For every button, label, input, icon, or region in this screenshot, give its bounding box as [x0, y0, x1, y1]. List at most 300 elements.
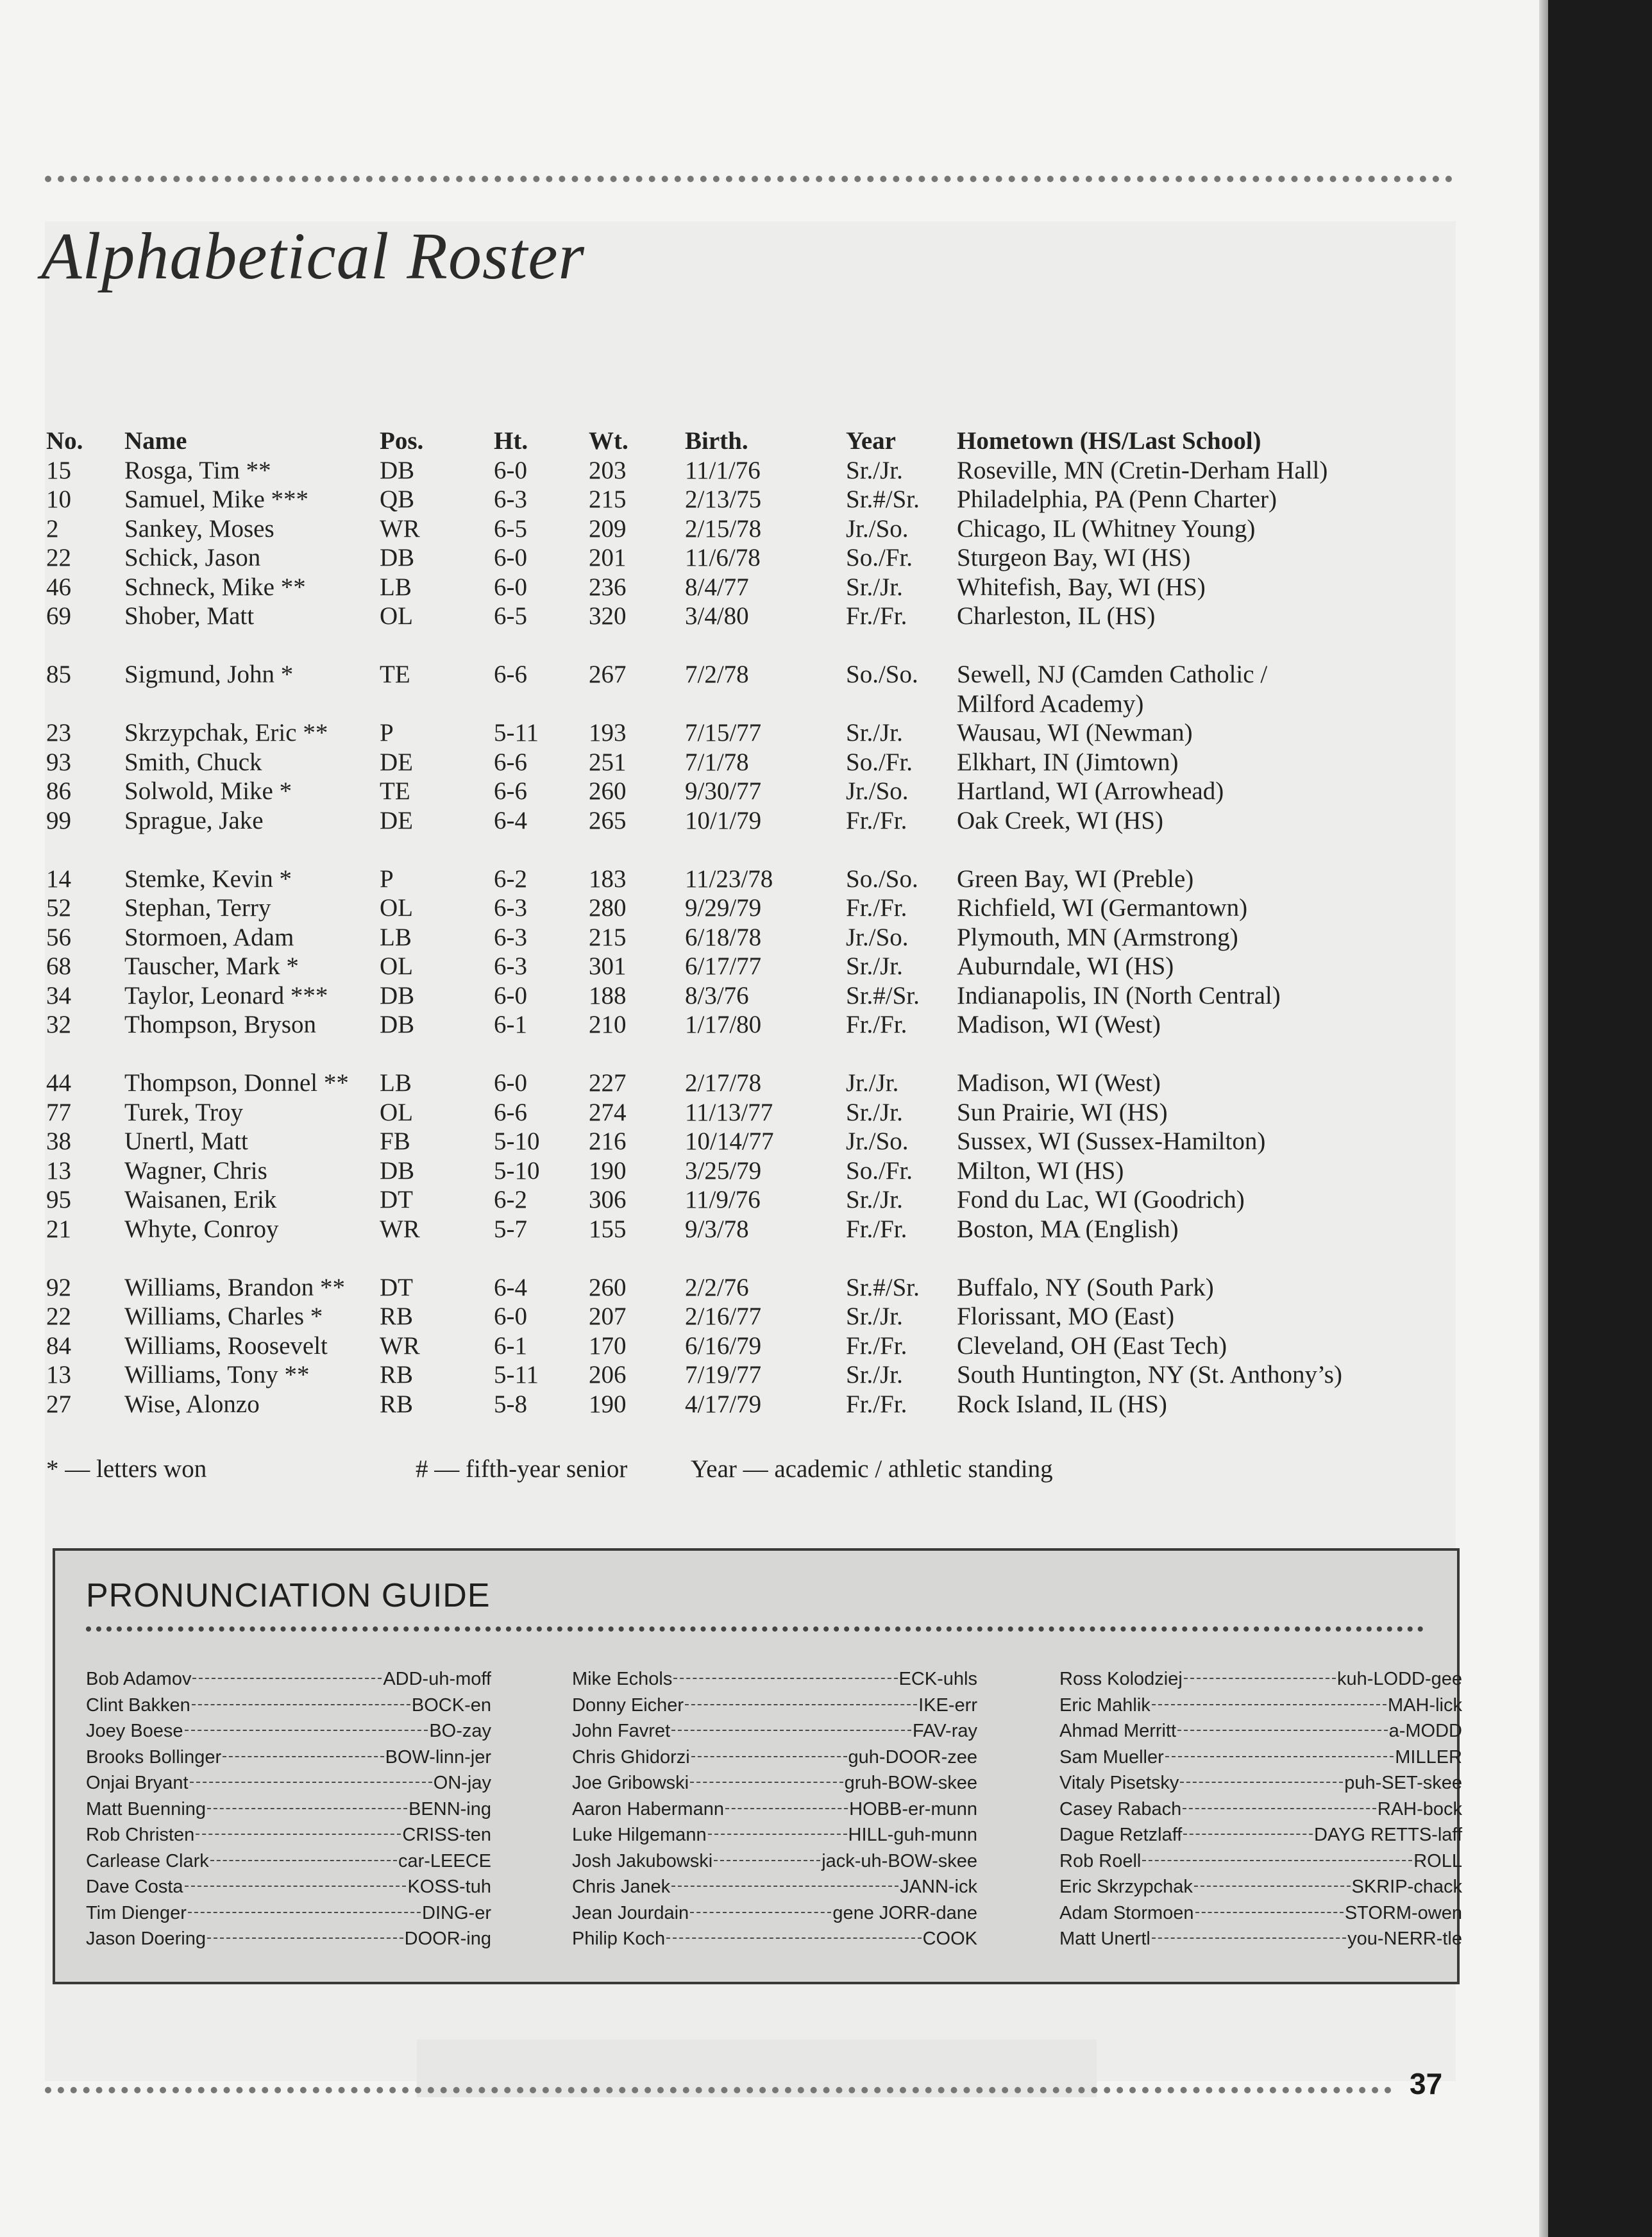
player-birth: 3/4/80 — [685, 602, 749, 630]
pronunciation-name: Philip Koch — [572, 1929, 666, 1949]
player-hometown: Sun Prairie, WI (HS) — [957, 1098, 1168, 1126]
leader-dashes — [190, 1782, 432, 1783]
leader-dashes — [714, 1860, 820, 1861]
player-pos: RB — [380, 1303, 414, 1330]
leader-dashes — [671, 1730, 911, 1731]
player-hometown: Buffalo, NY (South Park) — [957, 1273, 1214, 1301]
player-ht: 6-0 — [494, 1303, 527, 1330]
player-year: Sr.#/Sr. — [846, 485, 920, 513]
roster-row — [46, 981, 1457, 1011]
header-hometown: Hometown (HS/Last School) — [957, 427, 1261, 455]
player-wt: 170 — [589, 1331, 627, 1360]
pronunciation-phonetic: guh-DOOR-zee — [848, 1746, 977, 1768]
player-ht: 5-10 — [494, 1156, 540, 1185]
player-name: Turek, Troy — [124, 1098, 243, 1126]
player-pos: LB — [380, 923, 412, 951]
player-birth: 7/2/78 — [685, 661, 749, 688]
player-name: Samuel, Mike *** — [124, 485, 309, 513]
pronunciation-column-3 — [1059, 1666, 1462, 1952]
pronunciation-phonetic: jack-uh-BOW-skee — [822, 1850, 977, 1871]
pronunciation-name: Carlease Clark — [86, 1850, 209, 1871]
pronunciation-phonetic: SKRIP-chack — [1351, 1877, 1462, 1897]
player-pos: TE — [380, 777, 410, 805]
player-year: Jr./Jr. — [846, 1069, 899, 1097]
player-ht: 6-0 — [494, 544, 527, 571]
player-ht: 6-3 — [494, 923, 527, 951]
pronunciation-name: Onjai Bryant — [86, 1773, 189, 1793]
player-pos: DE — [380, 806, 413, 834]
player-ht: 6-3 — [494, 952, 527, 980]
pronunciation-phonetic: ROLL — [1413, 1850, 1462, 1871]
player-ht: 6-6 — [494, 777, 527, 805]
pronunciation-name: Matt Buenning — [86, 1798, 206, 1819]
player-wt: 207 — [589, 1303, 627, 1330]
player-wt: 265 — [589, 806, 627, 834]
pronunciation-entry — [572, 1822, 977, 1848]
player-year: Jr./So. — [846, 777, 909, 805]
roster-row — [46, 1360, 1457, 1390]
pronunciation-name: Jason Doering — [86, 1929, 206, 1949]
pronunciation-entry — [1059, 1848, 1462, 1875]
player-ht: 5-8 — [494, 1390, 527, 1418]
header-year: Year — [846, 427, 896, 455]
player-no: 34 — [46, 981, 71, 1009]
roster-row — [46, 1010, 1457, 1040]
roster-row — [46, 1098, 1457, 1127]
player-pos: DT — [380, 1273, 413, 1301]
leader-dashes — [185, 1730, 428, 1731]
roster-table — [46, 426, 1457, 1419]
roster-row — [46, 1156, 1457, 1186]
player-ht: 6-5 — [494, 602, 527, 630]
player-no: 92 — [46, 1273, 71, 1301]
player-hometown: Green Bay, WI (Preble) — [957, 865, 1194, 893]
legend-year: Year — academic / athletic standing — [691, 1455, 1053, 1483]
player-ht: 5-11 — [494, 1361, 539, 1389]
player-birth: 2/2/76 — [685, 1273, 749, 1301]
player-hometown-continued: Milford Academy) — [957, 689, 1144, 718]
pronunciation-entry — [1059, 1926, 1462, 1952]
roster-row — [46, 1331, 1457, 1361]
player-year: Fr./Fr. — [846, 1215, 907, 1243]
legend-letters-won: * — letters won — [46, 1455, 207, 1483]
roster-row — [46, 485, 1457, 514]
player-year: Sr./Jr. — [846, 1186, 903, 1213]
player-year: Fr./Fr. — [846, 1331, 907, 1360]
player-no: 84 — [46, 1331, 71, 1360]
player-year: Jr./So. — [846, 923, 909, 951]
leader-dashes — [1152, 1937, 1346, 1939]
pronunciation-column-2 — [572, 1666, 977, 1952]
player-year: Sr./Jr. — [846, 952, 903, 980]
pronunciation-phonetic: HILL-guh-munn — [848, 1825, 977, 1845]
roster-row — [46, 602, 1457, 631]
player-name: Williams, Charles * — [124, 1303, 323, 1330]
player-ht: 6-4 — [494, 806, 527, 834]
player-ht: 6-0 — [494, 456, 527, 484]
pronunciation-entry — [572, 1666, 977, 1693]
player-name: Sankey, Moses — [124, 514, 274, 543]
player-no: 2 — [46, 514, 59, 543]
player-ht: 6-6 — [494, 661, 527, 688]
pronunciation-entry — [86, 1666, 491, 1693]
pronunciation-name: Dague Retzlaff — [1059, 1825, 1183, 1845]
player-hometown: Roseville, MN (Cretin-Derham Hall) — [957, 456, 1328, 484]
player-no: 52 — [46, 894, 71, 922]
player-year: Fr./Fr. — [846, 602, 907, 630]
pronunciation-phonetic: DOOR-ing — [404, 1929, 491, 1949]
leader-dashes — [1165, 1756, 1394, 1757]
leader-dashes — [671, 1886, 898, 1887]
player-no: 13 — [46, 1156, 71, 1185]
player-pos: RB — [380, 1390, 414, 1418]
pronunciation-name: Eric Mahlik — [1059, 1694, 1150, 1716]
player-name: Wagner, Chris — [124, 1156, 267, 1185]
pronunciation-phonetic: ECK-uhls — [898, 1669, 977, 1689]
pronunciation-phonetic: BOW-linn-jer — [385, 1746, 491, 1768]
pronunciation-entry — [1059, 1744, 1462, 1771]
player-year: Sr.#/Sr. — [846, 1273, 920, 1301]
pronunciation-name: Clint Bakken — [86, 1694, 190, 1716]
player-no: 56 — [46, 923, 71, 951]
pronunciation-entry — [1059, 1718, 1462, 1744]
player-wt: 215 — [589, 485, 627, 513]
player-hometown: Cleveland, OH (East Tech) — [957, 1331, 1227, 1360]
pronunciation-name: Josh Jakubowski — [572, 1850, 713, 1871]
pronunciation-entry — [572, 1770, 977, 1796]
player-name: Stephan, Terry — [124, 894, 271, 922]
player-birth: 6/17/77 — [685, 952, 762, 980]
pronunciation-name: Chris Janek — [572, 1877, 671, 1897]
player-hometown: Sewell, NJ (Camden Catholic / — [957, 661, 1268, 688]
player-ht: 6-5 — [494, 514, 527, 543]
player-hometown: Madison, WI (West) — [957, 1011, 1161, 1038]
pronunciation-phonetic: a-MODD — [1388, 1721, 1462, 1741]
pronunciation-guide-title: PRONUNCIATION GUIDE — [86, 1577, 491, 1614]
player-pos: QB — [380, 485, 415, 513]
pronunciation-phonetic: IKE-err — [918, 1694, 977, 1716]
player-hometown: Fond du Lac, WI (Goodrich) — [957, 1186, 1245, 1213]
roster-row — [46, 573, 1457, 602]
player-wt: 267 — [589, 661, 627, 688]
player-pos: DE — [380, 748, 413, 776]
player-year: Sr./Jr. — [846, 719, 903, 747]
player-pos: OL — [380, 952, 413, 980]
header-pos: Pos. — [380, 427, 424, 455]
pronunciation-name: Joey Boese — [86, 1721, 183, 1741]
pronunciation-entry — [1059, 1822, 1462, 1848]
player-wt: 190 — [589, 1390, 627, 1418]
leader-dashes — [685, 1704, 917, 1705]
player-no: 15 — [46, 456, 71, 484]
player-ht: 6-1 — [494, 1011, 527, 1038]
player-year: Fr./Fr. — [846, 894, 907, 922]
player-birth: 7/1/78 — [685, 748, 749, 776]
roster-row — [46, 952, 1457, 981]
player-year: Sr.#/Sr. — [846, 981, 920, 1009]
player-year: So./So. — [846, 865, 918, 893]
pronunciation-name: Ahmad Merritt — [1059, 1721, 1177, 1741]
player-year: Fr./Fr. — [846, 1011, 907, 1038]
top-dotted-rule — [45, 176, 1453, 182]
player-pos: WR — [380, 1331, 420, 1360]
player-wt: 320 — [589, 602, 627, 630]
player-no: 93 — [46, 748, 71, 776]
player-name: Williams, Brandon ** — [124, 1273, 345, 1301]
leader-dashes — [192, 1678, 382, 1679]
player-hometown: Philadelphia, PA (Penn Charter) — [957, 485, 1277, 513]
player-no: 23 — [46, 719, 71, 747]
pronunciation-phonetic: HOBB-er-munn — [849, 1798, 977, 1819]
player-hometown: Boston, MA (English) — [957, 1215, 1179, 1243]
pronunciation-phonetic: BENN-ing — [409, 1798, 491, 1819]
pronunciation-name: Rob Roell — [1059, 1850, 1142, 1871]
leader-dashes — [690, 1912, 831, 1913]
player-ht: 5-11 — [494, 719, 539, 747]
leader-dashes — [207, 1937, 403, 1939]
pronunciation-entry — [1059, 1693, 1462, 1719]
player-pos: P — [380, 719, 394, 747]
pronunciation-phonetic: ON-jay — [433, 1773, 491, 1793]
pronunciation-name: Eric Skrzypchak — [1059, 1877, 1193, 1897]
pronunciation-entry — [86, 1874, 491, 1900]
player-name: Schneck, Mike ** — [124, 573, 306, 601]
pronunciation-entry — [86, 1796, 491, 1823]
leader-dashes — [207, 1808, 407, 1809]
leader-dashes — [188, 1912, 421, 1913]
player-ht: 5-10 — [494, 1127, 540, 1155]
leader-dashes — [1183, 1834, 1313, 1835]
leader-dashes — [691, 1756, 847, 1757]
roster-row — [46, 718, 1457, 748]
player-name: Stormoen, Adam — [124, 923, 294, 951]
pronunciation-phonetic: FAV-ray — [913, 1721, 977, 1741]
header-no: No. — [46, 427, 83, 455]
player-hometown: Florissant, MO (East) — [957, 1303, 1175, 1330]
player-birth: 9/29/79 — [685, 894, 762, 922]
player-birth: 8/3/76 — [685, 981, 749, 1009]
player-pos: LB — [380, 1069, 412, 1097]
player-ht: 6-4 — [494, 1273, 527, 1301]
pronunciation-name: Donny Eicher — [572, 1694, 684, 1716]
player-year: So./Fr. — [846, 1156, 913, 1185]
page-title: Alphabetical Roster — [41, 219, 585, 293]
roster-header-row — [46, 426, 1457, 456]
leader-dashes — [1183, 1808, 1376, 1809]
pronunciation-phonetic: STORM-owen — [1344, 1902, 1462, 1923]
player-birth: 8/4/77 — [685, 573, 749, 601]
player-ht: 6-0 — [494, 1069, 527, 1097]
player-wt: 227 — [589, 1069, 627, 1097]
pronunciation-entry — [1059, 1666, 1462, 1693]
player-birth: 3/25/79 — [685, 1156, 762, 1185]
player-hometown: Richfield, WI (Germantown) — [957, 894, 1248, 922]
player-birth: 1/17/80 — [685, 1011, 762, 1038]
player-year: So./Fr. — [846, 748, 913, 776]
player-name: Whyte, Conroy — [124, 1215, 279, 1243]
player-birth: 7/15/77 — [685, 719, 762, 747]
player-pos: WR — [380, 1215, 420, 1243]
pronunciation-phonetic: car-LEECE — [398, 1850, 491, 1871]
player-wt: 206 — [589, 1361, 627, 1389]
player-wt: 201 — [589, 544, 627, 571]
player-pos: DB — [380, 456, 415, 484]
player-pos: P — [380, 865, 394, 893]
player-pos: DB — [380, 1156, 415, 1185]
leader-dashes — [673, 1678, 897, 1679]
leader-dashes — [666, 1937, 922, 1939]
player-birth: 2/17/78 — [685, 1069, 762, 1097]
pronunciation-entry — [86, 1744, 491, 1771]
roster-row — [46, 1127, 1457, 1156]
pronunciation-phonetic: DING-er — [422, 1902, 491, 1923]
pronunciation-name: Matt Unertl — [1059, 1929, 1150, 1949]
player-no: 32 — [46, 1011, 71, 1038]
player-pos: OL — [380, 894, 413, 922]
player-wt: 260 — [589, 777, 627, 805]
player-birth: 11/13/77 — [685, 1098, 773, 1126]
pronunciation-phonetic: kuh-LODD-gee — [1336, 1669, 1462, 1689]
pronunciation-entry — [86, 1770, 491, 1796]
player-birth: 2/16/77 — [685, 1303, 762, 1330]
player-wt: 274 — [589, 1098, 627, 1126]
leader-dashes — [1195, 1912, 1344, 1913]
roster-row — [46, 893, 1457, 923]
player-wt: 251 — [589, 748, 627, 776]
player-ht: 6-3 — [494, 485, 527, 513]
player-pos: DT — [380, 1186, 413, 1213]
player-birth: 4/17/79 — [685, 1390, 762, 1418]
player-wt: 193 — [589, 719, 627, 747]
leader-dashes — [1194, 1886, 1351, 1887]
player-wt: 216 — [589, 1127, 627, 1155]
player-ht: 6-0 — [494, 981, 527, 1009]
player-no: 44 — [46, 1069, 71, 1097]
roster-row — [46, 660, 1457, 689]
pronunciation-phonetic: you-NERR-tle — [1347, 1929, 1462, 1949]
guide-dotted-rule — [86, 1626, 1424, 1632]
pronunciation-entry — [1059, 1770, 1462, 1796]
player-name: Williams, Tony ** — [124, 1361, 310, 1389]
player-birth: 11/1/76 — [685, 456, 761, 484]
player-year: Sr./Jr. — [846, 1361, 903, 1389]
player-birth: 11/9/76 — [685, 1186, 761, 1213]
leader-dashes — [210, 1860, 397, 1861]
leader-dashes — [196, 1834, 401, 1835]
pronunciation-entry — [572, 1900, 977, 1927]
player-hometown: Rock Island, IL (HS) — [957, 1390, 1167, 1418]
page-number: 37 — [1410, 2067, 1443, 2100]
player-birth: 11/6/78 — [685, 544, 761, 571]
player-name: Thompson, Donnel ** — [124, 1069, 349, 1097]
player-wt: 301 — [589, 952, 627, 980]
pronunciation-name: Rob Christen — [86, 1825, 195, 1845]
roster-row — [46, 1068, 1457, 1098]
pronunciation-name: Vitaly Pisetsky — [1059, 1773, 1179, 1793]
pronunciation-entry — [86, 1822, 491, 1848]
player-wt: 203 — [589, 456, 627, 484]
player-wt: 188 — [589, 981, 627, 1009]
roster-row — [46, 923, 1457, 952]
player-hometown: Elkhart, IN (Jimtown) — [957, 748, 1179, 776]
player-no: 95 — [46, 1186, 71, 1213]
pronunciation-entry — [1059, 1874, 1462, 1900]
pronunciation-name: Brooks Bollinger — [86, 1746, 222, 1768]
roster-row — [46, 806, 1457, 836]
pronunciation-entry — [86, 1926, 491, 1952]
player-year: Fr./Fr. — [846, 806, 907, 834]
player-name: Skrzypchak, Eric ** — [124, 719, 328, 747]
pronunciation-name: Mike Echols — [572, 1669, 673, 1689]
player-name: Waisanen, Erik — [124, 1186, 277, 1213]
player-no: 10 — [46, 485, 71, 513]
player-no: 22 — [46, 1303, 71, 1330]
player-ht: 6-6 — [494, 748, 527, 776]
player-birth: 7/19/77 — [685, 1361, 762, 1389]
player-birth: 10/14/77 — [685, 1127, 774, 1155]
player-name: Solwold, Mike * — [124, 777, 292, 805]
pronunciation-name: Luke Hilgemann — [572, 1825, 707, 1845]
pronunciation-phonetic: MAH-lick — [1388, 1694, 1462, 1716]
player-ht: 6-2 — [494, 865, 527, 893]
player-no: 13 — [46, 1361, 71, 1389]
pronunciation-phonetic: KOSS-tuh — [407, 1877, 491, 1897]
player-year: Sr./Jr. — [846, 1303, 903, 1330]
pronunciation-name: Ross Kolodziej — [1059, 1669, 1183, 1689]
player-hometown: Sturgeon Bay, WI (HS) — [957, 544, 1191, 571]
player-year: So./So. — [846, 661, 918, 688]
pronunciation-phonetic: RAH-bock — [1377, 1798, 1462, 1819]
player-birth: 6/18/78 — [685, 923, 762, 951]
pronunciation-phonetic: ADD-uh-moff — [383, 1669, 491, 1689]
leader-dashes — [1184, 1678, 1336, 1679]
player-hometown: Indianapolis, IN (North Central) — [957, 981, 1281, 1009]
player-hometown: Whitefish, Bay, WI (HS) — [957, 573, 1206, 601]
player-year: Sr./Jr. — [846, 1098, 903, 1126]
pronunciation-entry — [86, 1900, 491, 1927]
player-year: Jr./So. — [846, 1127, 909, 1155]
player-name: Unertl, Matt — [124, 1127, 248, 1155]
leader-dashes — [223, 1756, 384, 1757]
player-no: 86 — [46, 777, 71, 805]
pronunciation-phonetic: CRISS-ten — [402, 1825, 491, 1845]
player-hometown: Sussex, WI (Sussex-Hamilton) — [957, 1127, 1266, 1155]
player-year: Sr./Jr. — [846, 573, 903, 601]
pronunciation-name: Sam Mueller — [1059, 1746, 1164, 1768]
pronunciation-name: Chris Ghidorzi — [572, 1746, 690, 1768]
leader-dashes — [1152, 1704, 1386, 1705]
pronunciation-entry — [572, 1718, 977, 1744]
player-pos: DB — [380, 981, 415, 1009]
roster-row — [46, 1273, 1457, 1303]
leader-dashes — [1180, 1782, 1343, 1783]
pronunciation-entry — [572, 1796, 977, 1823]
pronunciation-phonetic: BOCK-en — [411, 1694, 491, 1716]
player-hometown: Auburndale, WI (HS) — [957, 952, 1174, 980]
player-hometown: Plymouth, MN (Armstrong) — [957, 923, 1238, 951]
player-year: Fr./Fr. — [846, 1390, 907, 1418]
player-wt: 215 — [589, 923, 627, 951]
header-ht: Ht. — [494, 427, 528, 455]
pronunciation-name: Adam Stormoen — [1059, 1902, 1194, 1923]
roster-row — [46, 543, 1457, 573]
roster-row — [46, 748, 1457, 777]
pronunciation-entry — [86, 1693, 491, 1719]
player-pos: OL — [380, 602, 413, 630]
player-hometown: Madison, WI (West) — [957, 1069, 1161, 1097]
player-name: Wise, Alonzo — [124, 1390, 260, 1418]
player-ht: 6-2 — [494, 1186, 527, 1213]
